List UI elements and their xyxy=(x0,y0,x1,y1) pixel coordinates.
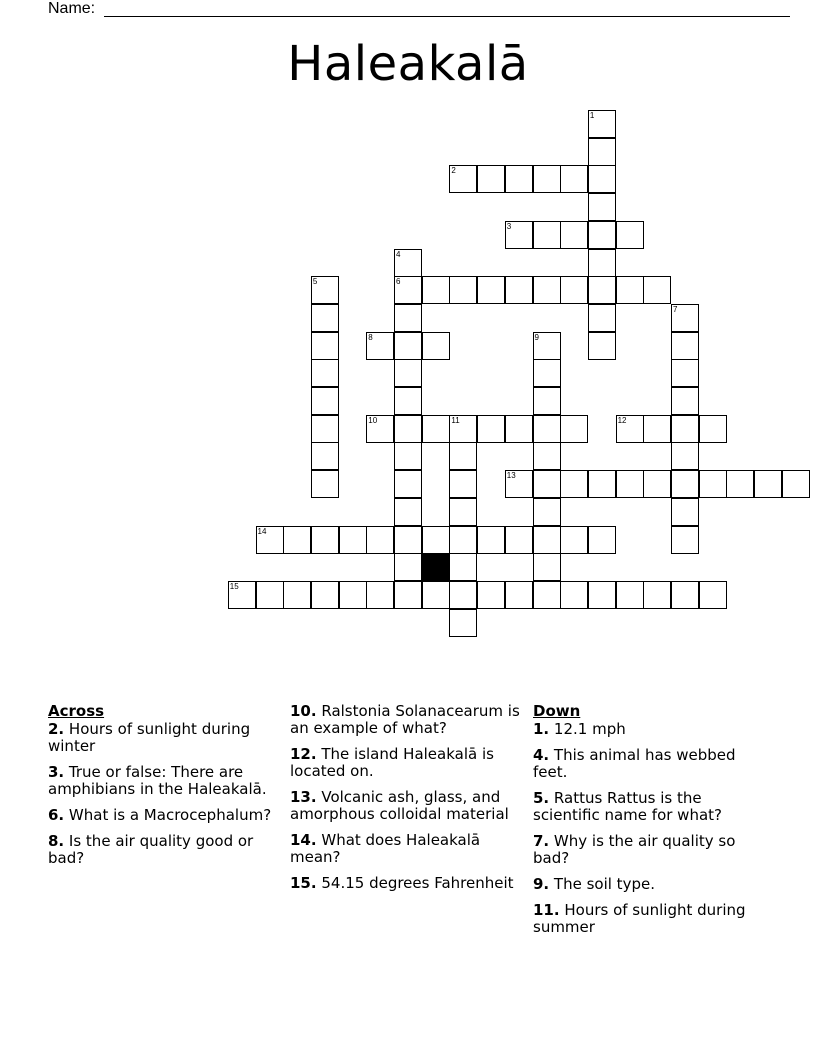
grid-cell[interactable] xyxy=(726,470,754,498)
grid-cell[interactable] xyxy=(256,581,284,609)
grid-cell[interactable] xyxy=(671,526,699,554)
across-clues-column-2 xyxy=(290,703,525,901)
grid-cell[interactable] xyxy=(505,581,533,609)
clue-text: 54.15 degrees Fahrenheit xyxy=(321,874,514,892)
clue-number: 13. xyxy=(290,788,317,806)
grid-cell[interactable] xyxy=(394,526,422,554)
clue-number: 4. xyxy=(533,746,550,764)
clue-number: 8. xyxy=(48,832,65,850)
grid-cell[interactable] xyxy=(533,332,561,360)
clue-across-14 xyxy=(290,832,525,866)
grid-cell[interactable] xyxy=(588,470,616,498)
grid-cell[interactable] xyxy=(533,415,561,443)
grid-cell[interactable] xyxy=(560,165,588,193)
cell-number: 9 xyxy=(534,332,539,342)
grid-cell[interactable] xyxy=(588,221,616,249)
grid-cell[interactable] xyxy=(560,221,588,249)
clue-number: 15. xyxy=(290,874,317,892)
grid-cell[interactable] xyxy=(560,470,588,498)
grid-cell[interactable] xyxy=(533,470,561,498)
grid-cell[interactable] xyxy=(616,276,644,304)
grid-cell[interactable] xyxy=(449,609,477,637)
grid-cell[interactable] xyxy=(671,387,699,415)
grid-cell[interactable] xyxy=(256,526,284,554)
grid-cell[interactable] xyxy=(422,276,450,304)
grid-cell[interactable] xyxy=(394,387,422,415)
grid-cell[interactable] xyxy=(671,415,699,443)
grid-cell[interactable] xyxy=(449,470,477,498)
clue-text: This animal has webbed feet. xyxy=(533,746,736,781)
grid-cell[interactable] xyxy=(588,249,616,277)
clue-text: Why is the air quality so bad? xyxy=(533,832,736,867)
grid-cell[interactable] xyxy=(449,415,477,443)
grid-cell[interactable] xyxy=(394,359,422,387)
grid-cell[interactable] xyxy=(616,221,644,249)
grid-cell[interactable] xyxy=(366,581,394,609)
grid-cell[interactable] xyxy=(449,553,477,581)
cell-number: 2 xyxy=(451,166,456,176)
name-label: Name: xyxy=(48,0,96,17)
grid-cell[interactable] xyxy=(505,526,533,554)
grid-cell[interactable] xyxy=(505,221,533,249)
grid-cell[interactable] xyxy=(311,442,339,470)
clue-number: 9. xyxy=(533,875,550,893)
grid-cell[interactable] xyxy=(699,581,727,609)
grid-cell[interactable] xyxy=(505,470,533,498)
clue-across-6 xyxy=(48,807,283,824)
cell-number: 3 xyxy=(506,221,512,231)
grid-cell[interactable] xyxy=(311,470,339,498)
grid-cell[interactable] xyxy=(422,581,450,609)
grid-cell[interactable] xyxy=(671,442,699,470)
grid-cell[interactable] xyxy=(588,581,616,609)
page-title: Haleakalā xyxy=(287,36,529,92)
grid-cell[interactable] xyxy=(449,276,477,304)
grid-cell[interactable] xyxy=(533,221,561,249)
clue-down-4 xyxy=(533,747,763,781)
grid-cell[interactable] xyxy=(505,415,533,443)
clue-number: 5. xyxy=(533,789,550,807)
grid-cell[interactable] xyxy=(311,332,339,360)
grid-cell[interactable] xyxy=(394,304,422,332)
clue-text: 12.1 mph xyxy=(553,720,626,738)
cell-number: 7 xyxy=(673,304,678,314)
grid-cell[interactable] xyxy=(533,165,561,193)
grid-cell[interactable] xyxy=(366,526,394,554)
clue-text: The soil type. xyxy=(553,875,655,893)
grid-cell[interactable] xyxy=(422,415,450,443)
grid-cell[interactable] xyxy=(533,498,561,526)
grid-cell[interactable] xyxy=(311,387,339,415)
clue-number: 1. xyxy=(533,720,550,738)
grid-cell[interactable] xyxy=(671,304,699,332)
grid-cell[interactable] xyxy=(366,332,394,360)
clue-number: 6. xyxy=(48,806,65,824)
clue-number: 11. xyxy=(533,901,560,919)
clue-down-11 xyxy=(533,902,763,936)
grid-cell[interactable] xyxy=(505,276,533,304)
grid-cell[interactable] xyxy=(560,276,588,304)
clue-text: True or false: There are amphibians in the Haleakalā. xyxy=(48,763,267,798)
clue-text: Hours of sunlight during summer xyxy=(533,901,746,936)
grid-cell[interactable] xyxy=(588,138,616,166)
across-heading: Across xyxy=(48,702,105,720)
clue-down-9 xyxy=(533,876,763,893)
across-clues-column-1 xyxy=(48,702,283,876)
grid-cell[interactable] xyxy=(394,581,422,609)
down-clues-column xyxy=(533,702,763,945)
grid-cell[interactable] xyxy=(533,359,561,387)
grid-cell[interactable] xyxy=(643,581,671,609)
clue-text: Volcanic ash, glass, and amorphous colloidal material xyxy=(290,788,509,823)
grid-cell[interactable] xyxy=(643,415,671,443)
grid-cell[interactable] xyxy=(699,470,727,498)
grid-cell[interactable] xyxy=(311,415,339,443)
clue-across-2 xyxy=(48,721,283,755)
grid-cell[interactable] xyxy=(311,581,339,609)
grid-cell[interactable] xyxy=(394,498,422,526)
grid-cell[interactable] xyxy=(754,470,782,498)
grid-cell[interactable] xyxy=(533,387,561,415)
grid-cell[interactable] xyxy=(394,415,422,443)
cell-number: 4 xyxy=(396,249,401,259)
grid-cell[interactable] xyxy=(505,165,533,193)
clue-text: Ralstonia Solanacearum is an example of what? xyxy=(290,702,520,737)
grid-cell[interactable] xyxy=(311,304,339,332)
grid-cell[interactable] xyxy=(533,526,561,554)
grid-cell[interactable] xyxy=(533,442,561,470)
clue-text: What does Haleakalā mean? xyxy=(290,831,481,866)
grid-cell[interactable] xyxy=(671,581,699,609)
cell-number: 5 xyxy=(312,277,318,287)
grid-cell[interactable] xyxy=(616,470,644,498)
grid-cell[interactable] xyxy=(477,581,505,609)
clue-text: Hours of sunlight during winter xyxy=(48,720,251,755)
grid-cell[interactable] xyxy=(283,526,311,554)
grid-cell[interactable] xyxy=(588,276,616,304)
grid-cell[interactable] xyxy=(560,415,588,443)
cell-number: 8 xyxy=(368,332,373,342)
grid-cell[interactable] xyxy=(643,276,671,304)
grid-cell[interactable] xyxy=(394,442,422,470)
grid-cell[interactable] xyxy=(671,332,699,360)
clue-across-13 xyxy=(290,789,525,823)
grid-cell[interactable] xyxy=(422,332,450,360)
clue-number: 12. xyxy=(290,745,317,763)
cell-number: 11 xyxy=(451,415,460,425)
grid-cell[interactable] xyxy=(394,332,422,360)
clue-across-10 xyxy=(290,703,525,737)
clue-text: What is a Macrocephalum? xyxy=(68,806,272,824)
cell-number: 6 xyxy=(396,277,401,287)
grid-cell[interactable] xyxy=(671,498,699,526)
grid-cell[interactable] xyxy=(533,276,561,304)
grid-cell[interactable] xyxy=(533,581,561,609)
clue-down-5 xyxy=(533,790,763,824)
grid-cell[interactable] xyxy=(311,276,339,304)
cell-number: 13 xyxy=(506,471,516,481)
grid-cell[interactable] xyxy=(311,526,339,554)
clue-down-1 xyxy=(533,721,763,738)
grid-cell[interactable] xyxy=(560,526,588,554)
grid-cell[interactable] xyxy=(671,470,699,498)
grid-cell[interactable] xyxy=(588,165,616,193)
grid-cell[interactable] xyxy=(477,165,505,193)
grid-cell[interactable] xyxy=(643,470,671,498)
clue-text: Rattus Rattus is the scientific name for what? xyxy=(533,789,722,824)
cell-number: 14 xyxy=(257,526,267,536)
grid-cell[interactable] xyxy=(311,359,339,387)
clue-text: The island Haleakalā is located on. xyxy=(290,745,494,780)
cell-number: 10 xyxy=(368,415,378,425)
grid-cell[interactable] xyxy=(616,581,644,609)
grid-cell[interactable] xyxy=(477,526,505,554)
clue-number: 2. xyxy=(48,720,65,738)
grid-cell[interactable] xyxy=(477,415,505,443)
grid-cell[interactable] xyxy=(560,581,588,609)
clue-number: 7. xyxy=(533,832,550,850)
grid-cell[interactable] xyxy=(588,304,616,332)
cell-number: 12 xyxy=(617,415,627,425)
grid-cell[interactable] xyxy=(394,470,422,498)
grid-cell[interactable] xyxy=(477,276,505,304)
clue-text: Is the air quality good or bad? xyxy=(48,832,254,867)
grid-cell[interactable] xyxy=(394,249,422,277)
grid-cell[interactable] xyxy=(588,193,616,221)
clue-number: 10. xyxy=(290,702,317,720)
grid-cell[interactable] xyxy=(339,526,367,554)
grid-cell[interactable] xyxy=(533,553,561,581)
grid-cell[interactable] xyxy=(449,526,477,554)
clue-number: 14. xyxy=(290,831,317,849)
cell-number: 15 xyxy=(229,581,239,591)
grid-cell[interactable] xyxy=(588,332,616,360)
grid-cell[interactable] xyxy=(366,415,394,443)
grid-cell[interactable] xyxy=(449,581,477,609)
grid-cell[interactable] xyxy=(283,581,311,609)
grid-cell[interactable] xyxy=(671,359,699,387)
grid-cell[interactable] xyxy=(616,415,644,443)
clue-across-15 xyxy=(290,875,525,892)
grid-cell[interactable] xyxy=(339,581,367,609)
grid-cell[interactable] xyxy=(782,470,810,498)
grid-cell[interactable] xyxy=(449,442,477,470)
grid-cell[interactable] xyxy=(449,165,477,193)
down-heading: Down xyxy=(533,702,581,720)
clue-across-12 xyxy=(290,746,525,780)
grid-cell[interactable] xyxy=(394,276,422,304)
grid-cell[interactable] xyxy=(422,526,450,554)
grid-cell[interactable] xyxy=(588,526,616,554)
grid-cell[interactable] xyxy=(449,498,477,526)
clue-down-7 xyxy=(533,833,763,867)
grid-cell[interactable] xyxy=(588,110,616,138)
grid-cell[interactable] xyxy=(699,415,727,443)
grid-cell[interactable] xyxy=(228,581,256,609)
grid-block xyxy=(422,553,450,581)
clue-across-8 xyxy=(48,833,283,867)
clue-number: 3. xyxy=(48,763,65,781)
grid-cell[interactable] xyxy=(394,553,422,581)
clue-across-3 xyxy=(48,764,283,798)
cell-number: 1 xyxy=(589,111,595,120)
